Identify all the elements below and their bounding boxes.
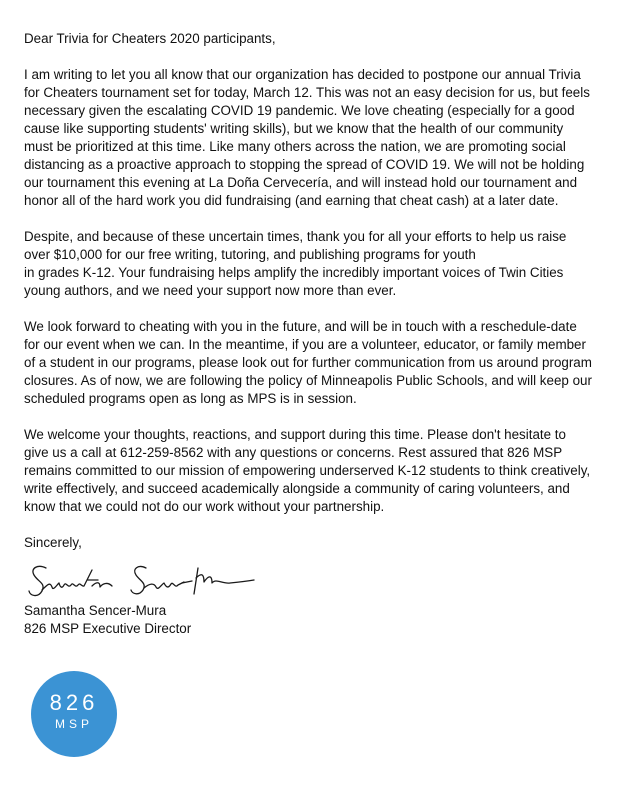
paragraph-line: Despite, and because of these uncertain times, thank you for all your efforts to help us raise — [24, 229, 567, 244]
logo-subtitle: MSP — [54, 717, 93, 731]
paragraph-line: remains committed to our mission of empowering underserved K-12 students to think creatively, — [24, 463, 591, 478]
closing: Sincerely, — [24, 535, 82, 550]
paragraph-line: We look forward to cheating with you in the future, and will be in touch with a reschedule-date — [24, 319, 577, 334]
signer-title: 826 MSP Executive Director — [24, 621, 192, 636]
paragraph-line: scheduled programs open as long as MPS is in session. — [24, 391, 357, 406]
paragraph-line: over $10,000 for our free writing, tutoring, and publishing programs for youth — [24, 247, 476, 262]
signer-name: Samantha Sencer-Mura — [24, 603, 167, 618]
paragraph-line: necessary given the escalating COVID 19 pandemic. We love cheating (especially for a good — [24, 103, 575, 118]
paragraph-line: young authors, and we need your support now more than ever. — [24, 283, 397, 298]
paragraph-line: write effectively, and succeed academically alongside a community of caring volunteers, and — [24, 481, 570, 496]
paragraph-line: must be prioritized at this time. Like many others across the nation, we are promoting social — [24, 139, 566, 154]
logo-number: 826 — [49, 690, 99, 715]
paragraph-4 — [24, 426, 614, 516]
signer-block — [24, 602, 191, 638]
organization-logo — [31, 671, 117, 757]
letter-body — [24, 30, 614, 552]
paragraph-line: We welcome your thoughts, reactions, and support during this time. Please don't hesitate to — [24, 427, 566, 442]
paragraph-line: of a student in our programs, please look out for further communication from us around program — [24, 355, 592, 370]
paragraph-line: cause like supporting students' writing skills), but we know that the health of our community — [24, 121, 564, 136]
paragraph-line: in grades K-12. Your fundraising helps amplify the incredibly important voices of Twin Cities — [24, 265, 564, 280]
paragraph-line: closures. As of now, we are following the policy of Minneapolis Public Schools, and will keep our — [24, 373, 592, 388]
paragraph-line: our tournament this evening at La Doña Cervecería, and will instead hold our tournament and — [24, 175, 578, 190]
paragraph-line: give us a call at 612-259-8562 with any questions or concerns. Rest assured that 826 MSP — [24, 445, 563, 460]
paragraph-2 — [24, 228, 614, 300]
paragraph-1 — [24, 66, 614, 210]
signature-image — [26, 556, 256, 606]
paragraph-line: I am writing to let you all know that our organization has decided to postpone our annual Trivia — [24, 67, 581, 82]
salutation: Dear Trivia for Cheaters 2020 participants, — [24, 31, 276, 46]
paragraph-line: for Cheaters tournament set for today, March 12. This was not an easy decision for us, but feels — [24, 85, 590, 100]
paragraph-line: for our event when we can. In the meantime, if you are a volunteer, educator, or family member — [24, 337, 586, 352]
paragraph-line: honor all of the hard work you did fundraising (and earning that cheat cash) at a later date. — [24, 193, 559, 208]
paragraph-line: distancing as a proactive approach to stopping the spread of COVID 19. We will not be holding — [24, 157, 585, 172]
paragraph-3 — [24, 318, 614, 408]
paragraph-line: know that we could not do our work without your partnership. — [24, 499, 385, 514]
